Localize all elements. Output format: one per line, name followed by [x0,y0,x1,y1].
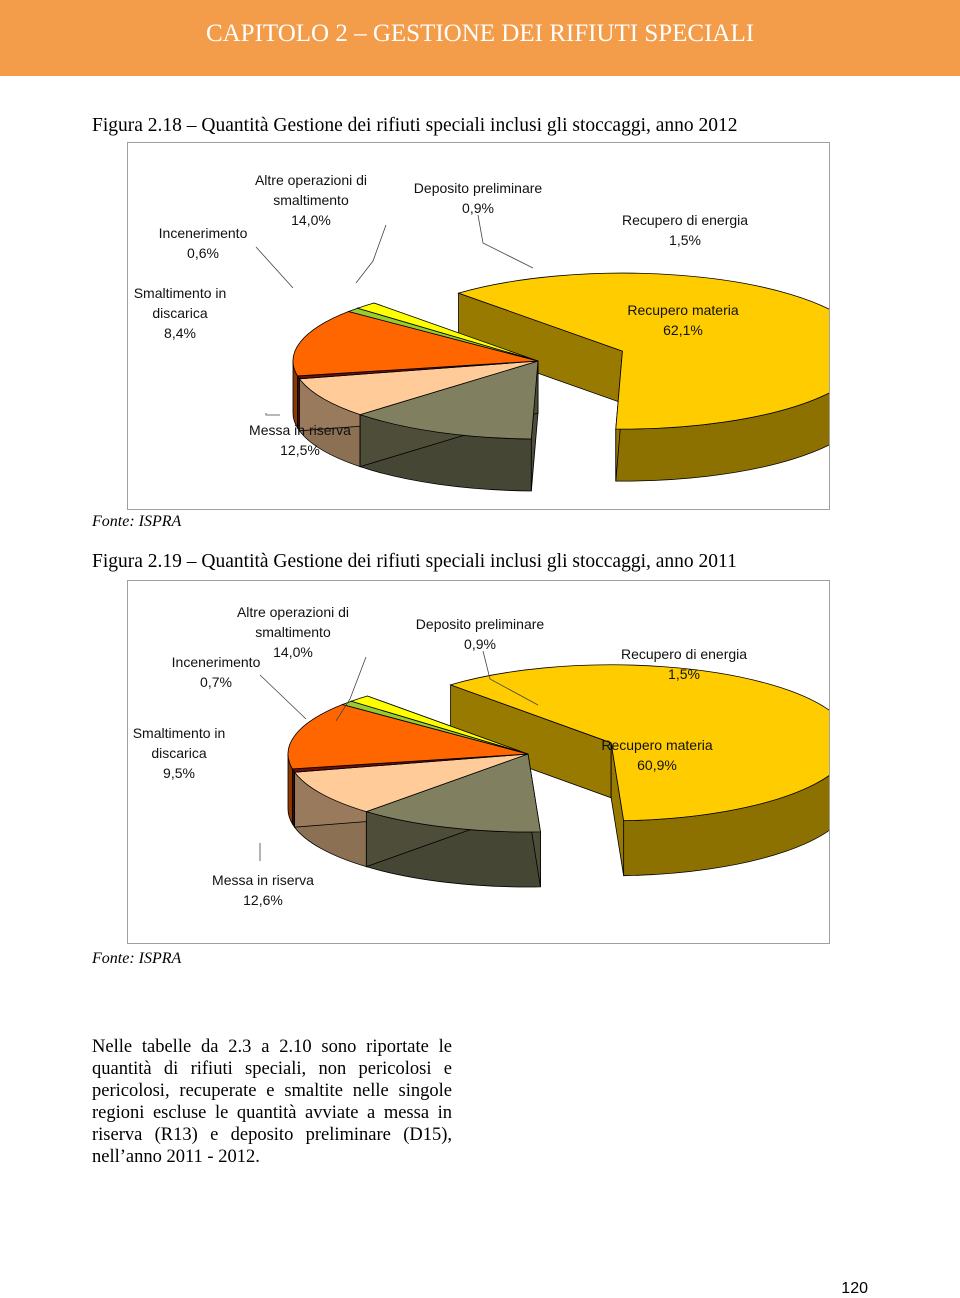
data-label-line: Deposito preliminare [415,616,545,632]
data-label-line: Smaltimento in [132,725,226,741]
figure-2-19-source: Fonte: ISPRA [92,950,182,967]
data-label-line: 60,9% [637,757,677,773]
data-label-line: Incenerimento [158,225,248,241]
data-label-messa-in-riserva [212,872,314,908]
data-label-line: 0,6% [187,245,219,261]
data-label-smaltimento-discarica [133,725,226,781]
data-label-line: smaltimento [273,192,349,208]
data-label-line: 14,0% [291,212,331,228]
data-label-line: 0,9% [462,200,494,216]
data-label-line: Recupero di energia [620,646,748,662]
body-paragraph: Nelle tabelle da 2.3 a 2.10 sono riportate le quantità di rifiuti speciali, non pericolosi e pericolosi, recuperate e smaltite nelle singole regioni escluse le quantità avviate a messa in riserva (R13) e deposito preliminare (D15), nell’anno 2011 - 2012. [92,1037,452,1167]
data-label-line: 14,0% [273,644,313,660]
leader-line-incenerimento [260,675,306,719]
data-label-line: Messa in riserva [212,872,314,888]
leader-line-deposito-preliminare [478,215,533,268]
data-label-line: Recupero materia [627,302,739,318]
data-label-line: 62,1% [663,322,703,338]
data-label-line: 0,9% [464,636,496,652]
data-label-incenerimento [172,654,261,690]
figure-2-18-caption: Figura 2.18 – Quantità Gestione dei rifiuti speciali inclusi gli stoccaggi, anno 2012 [92,115,738,136]
data-label-recupero-energia [622,212,748,248]
pie-chart-2011-svg [128,581,829,943]
data-label-line: Deposito preliminare [413,180,543,196]
data-label-line: 12,6% [243,892,283,908]
data-label-line: 0,7% [200,674,232,690]
chapter-header [0,0,960,76]
data-label-altre-operazioni [255,172,367,228]
data-label-line: 9,5% [163,765,195,781]
data-label-line: Altre operazioni di [236,604,350,620]
pie-chart-2011 [127,580,830,944]
chapter-title: CAPITOLO 2 – GESTIONE DEI RIFIUTI SPECIALI [205,20,755,47]
data-label-line: Recupero di energia [621,212,749,228]
figure-2-19-caption: Figura 2.19 – Quantità Gestione dei rifiuti speciali inclusi gli stoccaggi, anno 2011 [92,551,737,572]
leader-line-altre-operazioni [356,225,386,283]
data-label-line: Messa in riserva [249,422,351,438]
pie-chart-2012 [127,142,830,510]
data-label-deposito-preliminare [416,616,545,652]
page-number: 120 [841,1280,868,1297]
data-label-incenerimento [159,225,248,261]
figure-2-18-source: Fonte: ISPRA [92,513,182,530]
data-label-altre-operazioni [237,604,349,660]
data-label-line: Incenerimento [171,654,261,670]
data-label-line: Recupero materia [601,737,713,753]
data-label-line: Smaltimento in [133,285,227,301]
leader-line-messa-in-riserva [266,413,280,415]
pie-chart-2012-svg [128,143,829,509]
data-label-line: discarica [152,305,208,321]
data-label-line: 1,5% [669,232,701,248]
data-label-line: Altre operazioni di [254,172,368,188]
data-label-line: 1,5% [668,666,700,682]
data-label-line: 12,5% [280,442,320,458]
data-label-deposito-preliminare [414,180,543,216]
data-label-smaltimento-discarica [134,285,227,341]
data-label-line: 8,4% [164,325,196,341]
data-label-line: smaltimento [255,624,331,640]
leader-line-incenerimento [256,247,293,288]
data-label-line: discarica [151,745,207,761]
